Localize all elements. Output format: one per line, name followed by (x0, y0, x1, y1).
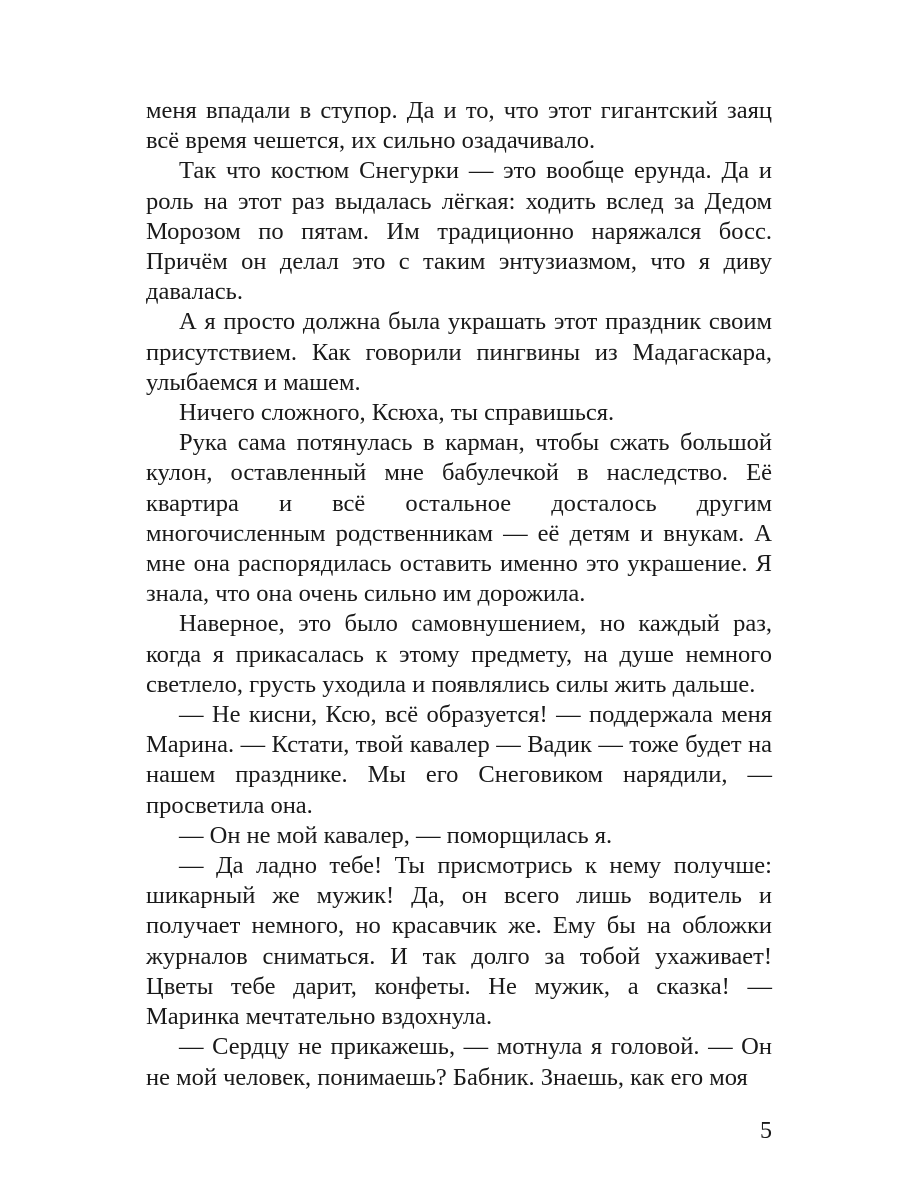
paragraph-1: меня впадали в ступор. Да и то, что этот гигантский заяц всё время чешется, их сильно озадачивало. (146, 97, 772, 155)
paragraph-5: Рука сама потянулась в карман, чтобы сжать большой кулон, оставленный мне бабулечкой в наследство. Её квартира и всё остальное досталось другим многочисленным родственникам — её детям и внукам. А мне она распорядилась оставить именно это украшение. Я знала, что она очень сильно им дорожила. (146, 429, 772, 608)
paragraph-2: Так что костюм Снегурки — это вообще ерунда. Да и роль на этот раз выдалась лёгкая: ходить вслед за Дедом Морозом по пятам. Им традиционно наряжался босс. Причём он делал это с таким энтузиазмом, что я диву давалась. (146, 157, 772, 306)
paragraph-8: — Он не мой кавалер, — поморщилась я. (179, 821, 613, 849)
page-number: 5 (760, 1118, 772, 1144)
page-text (146, 96, 772, 1093)
paragraph-4: Ничего сложного, Ксюха, ты справишься. (179, 399, 615, 427)
paragraph-6: Наверное, это было самовнушением, но каждый раз, когда я прикасалась к этому предмету, на душе немного светлело, грусть уходила и появлялись силы жить дальше. (146, 610, 772, 698)
paragraph-7: — Не кисни, Ксю, всё образуется! — поддержала меня Марина. — Кстати, твой кавалер — Вадик — тоже будет на нашем празднике. Мы его Снеговиком нарядили, — просветила она. (146, 701, 772, 819)
paragraph-9: — Да ладно тебе! Ты присмотрись к нему получше: шикарный же мужик! Да, он всего лишь водитель и получает немного, но красавчик же. Ему бы на обложки журналов сниматься. И так долго за тобой ухаживает! Цветы тебе дарит, конфеты. Не мужик, а сказка! — Маринка мечтательно вздохнула. (146, 852, 772, 1031)
paragraph-3: А я просто должна была украшать этот праздник своим присутствием. Как говорили пингвины из Мадагаскара, улыбаемся и машем. (146, 308, 772, 396)
paragraph-10: — Сердцу не прикажешь, — мотнула я головой. — Он не мой человек, понимаешь? Бабник. Знаешь, как его моя (146, 1033, 772, 1091)
